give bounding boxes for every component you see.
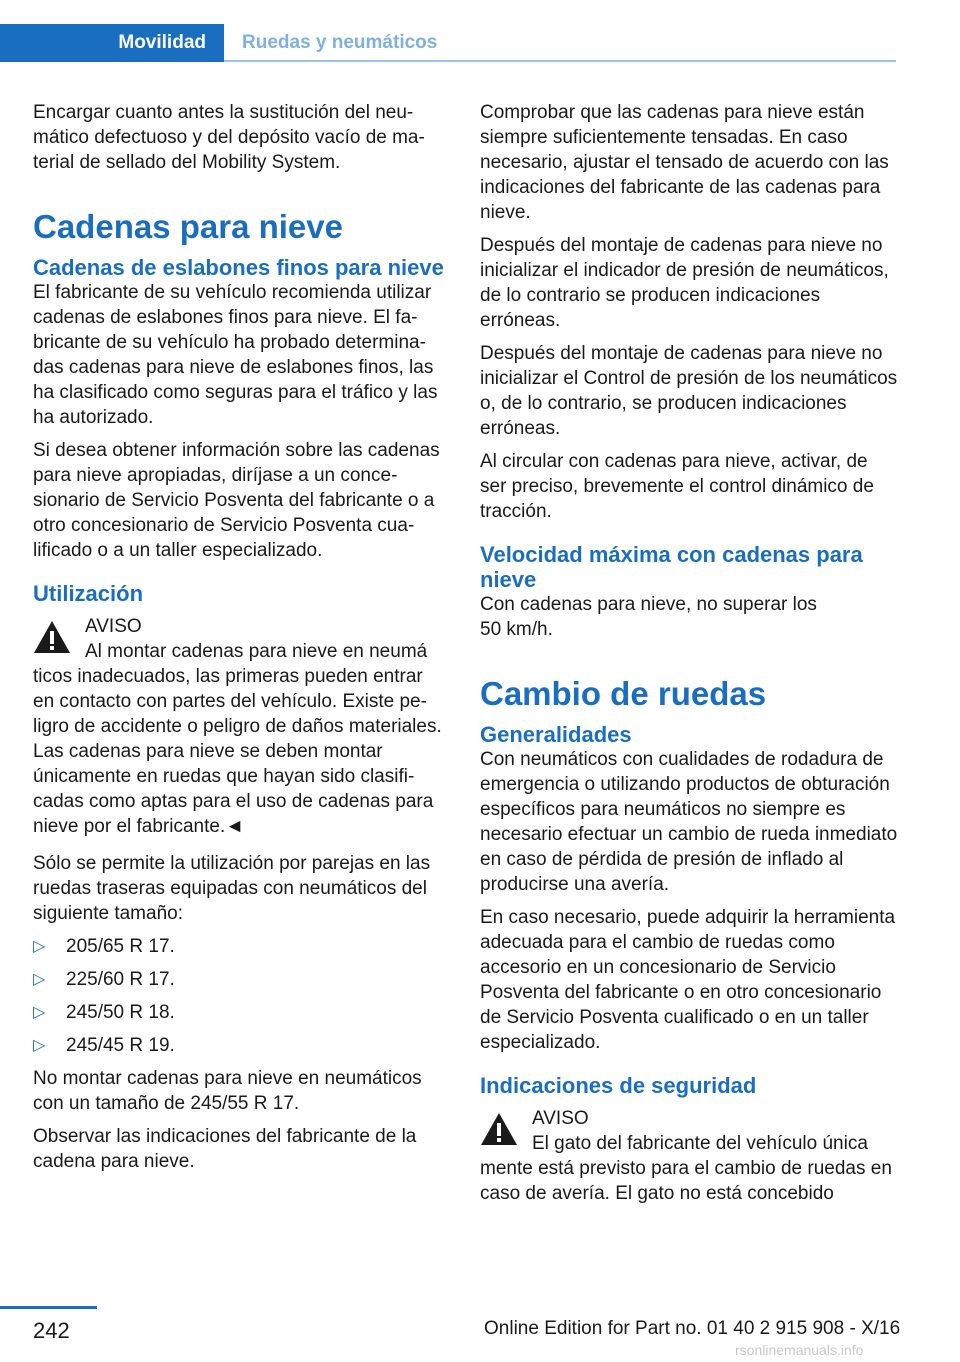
tab-movilidad[interactable] xyxy=(0,24,224,62)
subsection-title-generalidades: Generalidades xyxy=(480,722,632,747)
paragraph: Sólo se permite la utilización por parejas en las ruedas traseras equipadas con neumáticos del siguiente tamaño: xyxy=(33,853,431,924)
warning-block xyxy=(480,1106,898,1206)
warning-text: ticos inadecuados, las primeras pueden entrar en contacto con partes del vehículo. Existe peligro de accidente o peligro de daños materiales. Las cadenas para nieve se deben montar únicamente en ruedas que hayan sido clasificadas como aptas para el uso de cadenas para nieve por el fabricante.◄ xyxy=(33,666,442,837)
paragraph: Con cadenas para nieve, no superar los 50 km/h. xyxy=(480,594,817,640)
paragraph: No montar cadenas para nieve en neumáticos con un tamaño de 245/55 R 17. xyxy=(33,1068,422,1114)
tire-size: 245/50 R 18. xyxy=(66,1002,175,1023)
tire-size: 205/65 R 17. xyxy=(66,936,175,957)
paragraph: Con neumáticos con cualidades de rodadura de emergencia o utilizando productos de obturación específicos para neumáticos no siempre es necesario efectuar un cambio de rueda inmediato en caso de pérdida de presión de inflado al producirse una avería. xyxy=(480,749,898,895)
tab-ruedas-label: Ruedas y neumáticos xyxy=(242,32,438,53)
tire-size: 225/60 R 17. xyxy=(66,969,175,990)
tire-size-list xyxy=(33,934,448,1058)
subsection-title-velocidad: Velocidad máxima con cadenas para nieve xyxy=(480,542,863,592)
page-number: 242 xyxy=(33,1318,70,1343)
list-item xyxy=(33,934,448,959)
paragraph: Al circular con cadenas para nieve, activar, de ser preciso, brevemente el control dinámico de tracción. xyxy=(480,451,874,522)
bullet-triangle-icon: ▷ xyxy=(33,1037,46,1054)
watermark: rsonlinemanuals.info xyxy=(735,1342,864,1358)
header-divider xyxy=(224,60,896,62)
footer-divider xyxy=(0,1306,97,1309)
section-title-cadenas: Cadenas para nieve xyxy=(33,208,343,245)
subsection-title-seguridad: Indicaciones de seguridad xyxy=(480,1073,757,1098)
paragraph: Después del montaje de cadenas para nieve no inicializar el indicador de presión de neumáticos, de lo contrario se producen indicaciones erróneas. xyxy=(480,235,889,331)
paragraph: Después del montaje de cadenas para nieve no inicializar el Control de presión de los neumáticos o, de lo contrario, se producen indicaciones erróneas. xyxy=(480,343,898,439)
paragraph: En caso necesario, puede adquirir la herramienta adecuada para el cambio de ruedas como accesorio en un concesionario de Servicio Posventa del fabricante o en otro concesionario de Servicio Posventa cualificado o en un taller especializado. xyxy=(480,907,896,1053)
list-item xyxy=(33,1000,448,1025)
paragraph: El fabricante de su vehículo recomienda utilizar cadenas de eslabones finos para nieve. El fabricante de su vehículo ha probado determinadas cadenas para nieve de eslabones finos, las ha clasificado como seguras para el tráfico y las ha autorizado. xyxy=(33,282,438,428)
bullet-triangle-icon: ▷ xyxy=(33,1004,46,1021)
warning-lead: Al montar cadenas para nieve en neumá xyxy=(85,641,428,662)
tab-ruedas-y-neumaticos[interactable] xyxy=(224,24,437,62)
warning-triangle-icon xyxy=(33,620,71,654)
intro-paragraph: Encargar cuanto antes la sustitución del neumático defectuoso y del depósito vacío de material de sellado del Mobility System. xyxy=(33,102,425,173)
warning-title: AVISO xyxy=(85,616,142,637)
warning-triangle-icon xyxy=(480,1112,518,1146)
tab-movilidad-label: Movilidad xyxy=(118,32,206,53)
bullet-triangle-icon: ▷ xyxy=(33,938,46,955)
tire-size: 245/45 R 19. xyxy=(66,1035,175,1056)
warning-title: AVISO xyxy=(532,1108,589,1129)
list-item xyxy=(33,967,448,992)
paragraph: Si desea obtener información sobre las cadenas para nieve apropiadas, diríjase a un concesionario de Servicio Posventa del fabricante o a otro concesionario de Servicio Posventa cualificado o a un taller especializado. xyxy=(33,440,440,561)
subsection-title-eslabones: Cadenas de eslabones finos para nieve xyxy=(33,255,444,280)
bullet-triangle-icon: ▷ xyxy=(33,971,46,988)
warning-block xyxy=(33,614,448,839)
paragraph: Observar las indicaciones del fabricante de la cadena para nieve. xyxy=(33,1126,417,1172)
warning-text: mente está previsto para el cambio de ruedas en caso de avería. El gato no está concebido xyxy=(480,1158,892,1204)
page-header xyxy=(0,0,960,62)
left-column xyxy=(33,100,448,1182)
section-title-cambio: Cambio de ruedas xyxy=(480,675,767,712)
warning-lead: El gato del fabricante del vehículo única xyxy=(532,1133,868,1154)
list-item xyxy=(33,1033,448,1058)
right-column xyxy=(480,100,898,1214)
subsection-title-utilizacion: Utilización xyxy=(33,581,144,606)
edition-info: Online Edition for Part no. 01 40 2 915 908 - X/16 xyxy=(484,1318,901,1339)
paragraph: Comprobar que las cadenas para nieve están siempre suficientemente tensadas. En caso necesario, ajustar el tensado de acuerdo con las indicaciones del fabricante de las cadenas para nieve. xyxy=(480,102,889,223)
